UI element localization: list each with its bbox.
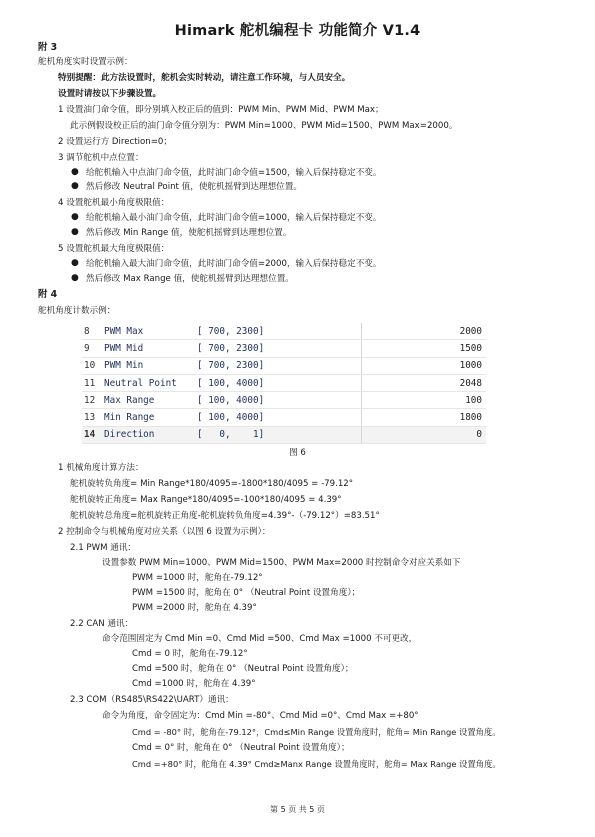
param-number: 9	[82, 340, 104, 357]
param-range: [ 100, 4000]	[197, 409, 362, 426]
pwm-line-2: PWM =1500 时，舵角在 0° （Neutral Point 设置角度）；	[132, 588, 361, 598]
bullet-icon: ●	[71, 227, 79, 237]
param-range: [ 700, 2300]	[197, 323, 362, 340]
param-number: 13	[82, 409, 104, 426]
bullet-icon: ●	[71, 212, 79, 222]
bullet-icon: ●	[71, 273, 79, 283]
step-4: 4 设置舵机最小角度极限值：	[58, 198, 170, 208]
param-range: [ 100, 4000]	[197, 374, 362, 391]
parameter-table	[82, 323, 486, 444]
page-title: Himark 舵机编程卡 功能简介 V1.4	[174, 23, 421, 39]
param-range: [ 0, 1]	[197, 426, 362, 443]
calc-line-1: 舵机旋转负角度= Min Range*180/4095=-1800*180/4095 = -79.12°	[70, 479, 354, 489]
step-5-bullet-1: 给舵机输入最大油门命令值，此时油门命令值=2000，输入后保持稳定不变。	[86, 259, 382, 269]
param-name: PWM Mid	[104, 340, 197, 357]
com-line-1: Cmd = -80° 时，舵角在-79.12°，Cmd≤Min Range 设置角度时，舵角= Min Range 设置角度。	[132, 727, 501, 737]
table-row	[82, 426, 486, 443]
pwm-line-3: PWM =2000 时，舵角在 4.39°	[132, 603, 257, 613]
param-name: PWM Min	[104, 357, 197, 374]
param-value: 100	[362, 392, 487, 409]
step-3-bullet-2: 然后修改 Neutral Point 值，使舵机摇臂到达理想位置。	[86, 182, 302, 192]
calc-heading: 1 机械角度计算方法：	[58, 463, 144, 473]
warning-text: 特别提醒：此方法设置时，舵机会实时转动，请注意工作环境，与人员安全。	[58, 73, 351, 83]
param-value: 2048	[362, 374, 487, 391]
param-value: 2000	[362, 323, 487, 340]
calc-line-3: 舵机旋转总角度=舵机旋转正角度-舵机旋转负角度=4.39°-（-79.12°）=83.51°	[70, 511, 380, 521]
figure-caption: 图 6	[289, 448, 306, 458]
appendix4-subtitle: 舵机角度计数示例：	[38, 306, 116, 316]
com-line-3: Cmd =+80° 时，舵角在 4.39° Cmd≥Manx Range 设置角度时，舵角= Max Range 设置角度。	[132, 759, 501, 769]
param-name: Neutral Point	[104, 374, 197, 391]
appendix4-heading: 附 4	[38, 289, 58, 300]
param-value: 1800	[362, 409, 487, 426]
calc-line-2: 舵机旋转正角度= Max Range*180/4095=-100*180/4095 = 4.39°	[70, 495, 342, 505]
appendix3-heading: 附 3	[38, 42, 58, 53]
param-value: 1000	[362, 357, 487, 374]
table-row	[82, 323, 486, 340]
param-number: 12	[82, 392, 104, 409]
com-heading: 2.3 COM（RS485\RS422\UART）通讯：	[70, 695, 234, 705]
can-line-1: Cmd = 0 时，舵角在-79.12°	[132, 649, 248, 659]
param-number: 8	[82, 323, 104, 340]
param-name: PWM Max	[104, 323, 197, 340]
can-intro: 命令范围固定为 Cmd Min =0、Cmd Mid =500、Cmd Max =1000 不可更改，	[102, 634, 418, 644]
relation-heading: 2 控制命令与机械角度对应关系（以图 6 设置为示例）：	[58, 527, 271, 537]
step-4-bullet-1: 给舵机输入最小油门命令值，此时油门命令值=1000，输入后保持稳定不变。	[86, 213, 382, 223]
step-5: 5 设置舵机最大角度极限值：	[58, 244, 170, 254]
pwm-heading: 2.1 PWM 通讯：	[70, 543, 137, 553]
com-line-2: Cmd = 0° 时，舵角在 0° （Neutral Point 设置角度）；	[132, 743, 350, 753]
step-3-bullet-1: 给舵机输入中点油门命令值，此时油门命令值=1500，输入后保持稳定不变。	[86, 168, 382, 178]
param-value: 0	[362, 426, 487, 443]
bullet-icon: ●	[71, 181, 79, 191]
table-row	[82, 374, 486, 391]
step-1: 1 设置油门命令值，即分别填入校正后的值到：PWM Min、PWM Mid、PWM Max；	[58, 105, 384, 115]
step-1-note: 此示例假设校正后的油门命令值分别为：PWM Min=1000、PWM Mid=1500、PWM Max=2000。	[70, 121, 458, 131]
param-value: 1500	[362, 340, 487, 357]
bullet-icon: ●	[71, 258, 79, 268]
pwm-intro: 设置参数 PWM Min=1000、PWM Mid=1500、PWM Max=2000 时控制命令对应关系如下	[102, 558, 461, 568]
table-row	[82, 409, 486, 426]
bullet-icon: ●	[71, 167, 79, 177]
step-4-bullet-2: 然后修改 Min Range 值，使舵机摇臂到达理想位置。	[86, 228, 292, 238]
page-footer: 第 5 页 共 5 页	[270, 805, 325, 814]
step-5-bullet-2: 然后修改 Max Range 值，使舵机摇臂到达理想位置。	[86, 274, 294, 284]
param-name: Max Range	[104, 392, 197, 409]
step-3: 3 调节舵机中点位置：	[58, 153, 144, 163]
table-row	[82, 392, 486, 409]
table-row	[82, 357, 486, 374]
can-heading: 2.2 CAN 通讯：	[70, 619, 134, 629]
appendix3-subtitle: 舵机角度实时设置示例：	[38, 57, 133, 67]
can-line-3: Cmd =1000 时，舵角在 4.39°	[132, 679, 256, 689]
param-range: [ 700, 2300]	[197, 357, 362, 374]
table-row	[82, 340, 486, 357]
param-range: [ 700, 2300]	[197, 340, 362, 357]
step-2: 2 设置运行方 Direction=0；	[58, 137, 172, 147]
param-name: Direction	[104, 426, 197, 443]
steps-intro: 设置时请按以下步骤设置。	[58, 89, 162, 99]
param-number: 14	[82, 426, 104, 443]
param-number: 11	[82, 374, 104, 391]
param-number: 10	[82, 357, 104, 374]
param-name: Min Range	[104, 409, 197, 426]
param-range: [ 100, 4000]	[197, 392, 362, 409]
com-intro: 命令为角度，命令固定为：Cmd Min =-80°、Cmd Mid =0°、Cmd Max =+80°	[102, 711, 419, 721]
pwm-line-1: PWM =1000 时，舵角在-79.12°	[132, 573, 263, 583]
can-line-2: Cmd =500 时，舵角在 0° （Neutral Point 设置角度）；	[132, 664, 354, 674]
